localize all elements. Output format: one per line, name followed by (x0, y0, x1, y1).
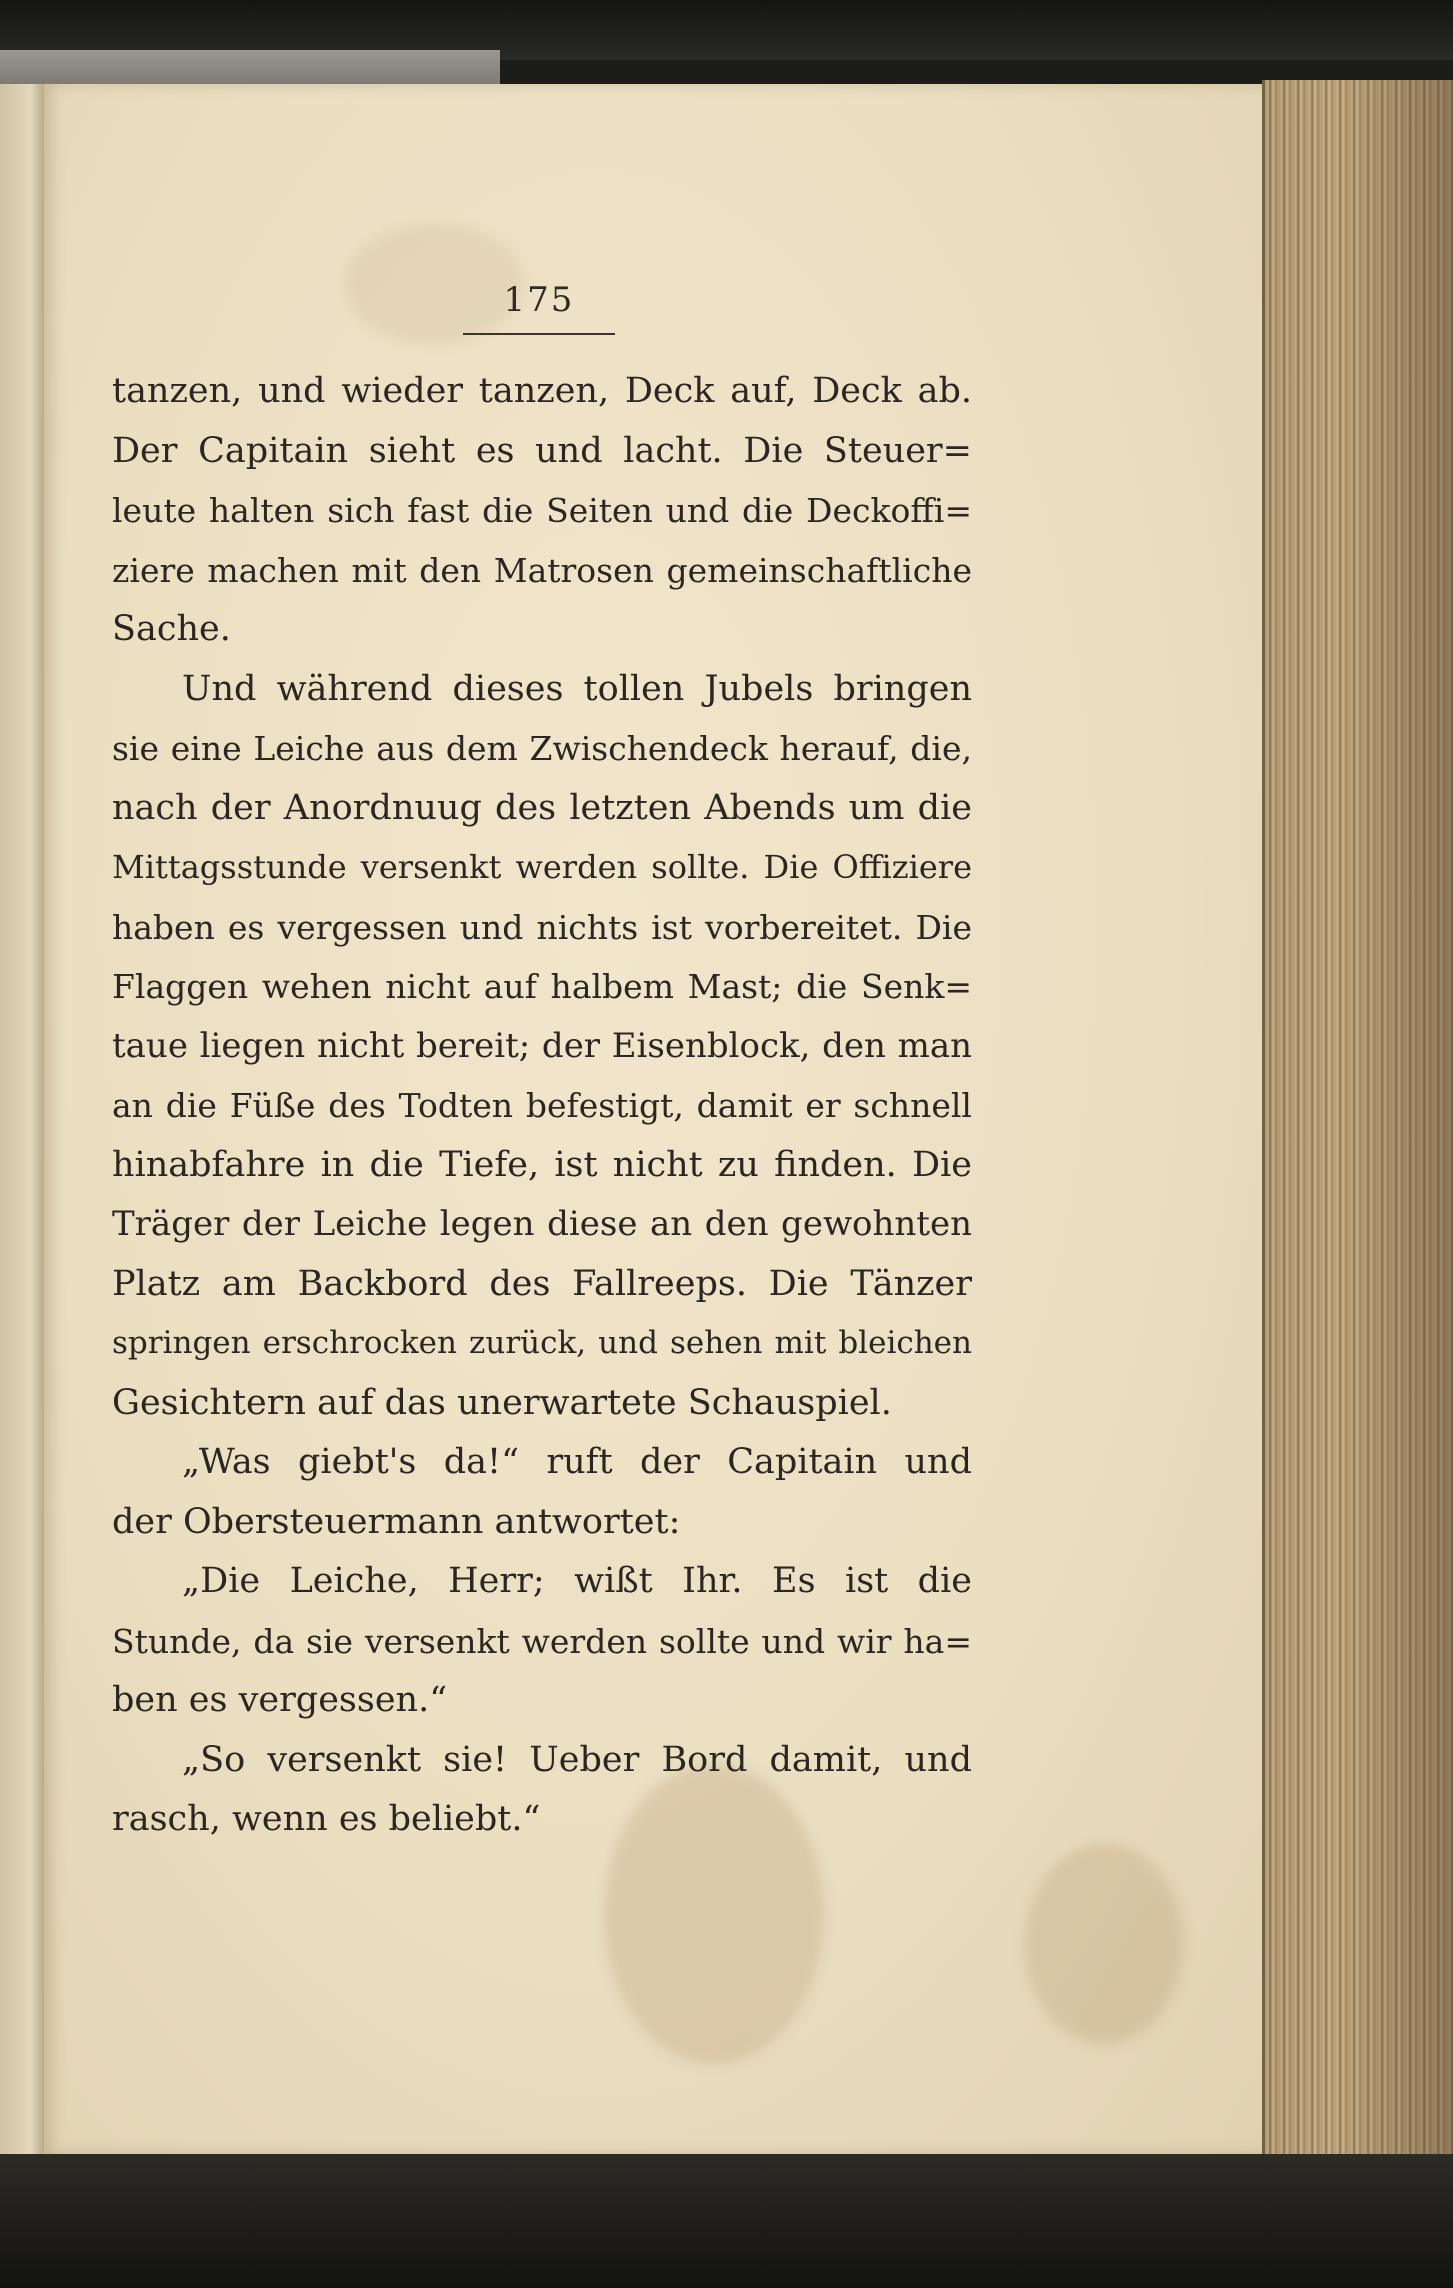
text-line: hinabfahre in die Tiefe, ist nicht zu finden. Die (112, 1144, 972, 1185)
text-line: Und während dieses tollen Jubels bringen (182, 668, 972, 709)
page-number: 175 (503, 280, 575, 320)
text-line: springen erschrocken zurück, und sehen mit bleichen (112, 1325, 972, 1361)
text-line: ben es vergessen.“ (112, 1680, 448, 1720)
scan-background-bottom (0, 2154, 1453, 2288)
text-line: nach der Anordnuug des letzten Abends um die (112, 787, 972, 828)
text-line: leute halten sich fast die Seiten und die Deckoffi= (112, 491, 972, 530)
text-line: ziere machen mit den Matrosen gemeinschaftliche (112, 550, 972, 590)
page-number-rule (463, 333, 615, 335)
text-line: „So versenkt sie! Ueber Bord damit, und (182, 1739, 972, 1780)
fore-edge-shadow (1262, 80, 1453, 2165)
text-line: Gesichtern auf das unerwartete Schauspiel. (112, 1382, 892, 1423)
text-line: Flaggen wehen nicht auf halbem Mast; die Senk= (112, 967, 972, 1006)
facing-page-edge (0, 84, 44, 2154)
binding-cloth-strip (0, 50, 500, 86)
page-stain (1024, 1844, 1184, 2044)
text-line: Platz am Backbord des Fallreeps. Die Tänzer (112, 1263, 972, 1304)
text-line: sie eine Leiche aus dem Zwischendeck herauf, die, (112, 729, 972, 768)
text-line: „Was giebt's da!“ ruft der Capitain und (182, 1442, 972, 1482)
text-line: tanzen, und wieder tanzen, Deck auf, Deck ab. (112, 371, 972, 411)
body-text (112, 362, 972, 1850)
text-line: Der Capitain sieht es und lacht. Die Steuer= (112, 430, 972, 471)
text-line: an die Füße des Todten befestigt, damit er schnell (112, 1086, 972, 1125)
text-line: „Die Leiche, Herr; wißt Ihr. Es ist die (182, 1561, 972, 1601)
text-line: Stunde, da sie versenkt werden sollte und wir ha= (112, 1621, 972, 1661)
text-line: haben es vergessen und nichts ist vorbereitet. Die (112, 907, 972, 947)
text-line: Träger der Leiche legen diese an den gewohnten (112, 1204, 972, 1244)
text-line: Sache. (112, 609, 231, 649)
text-line: taue liegen nicht bereit; der Eisenblock, den man (112, 1025, 972, 1066)
text-line: Mittagsstunde versenkt werden sollte. Die Offiziere (112, 848, 972, 886)
text-line: der Obersteuermann antwortet: (112, 1501, 681, 1542)
text-line: rasch, wenn es beliebt.“ (112, 1799, 541, 1839)
